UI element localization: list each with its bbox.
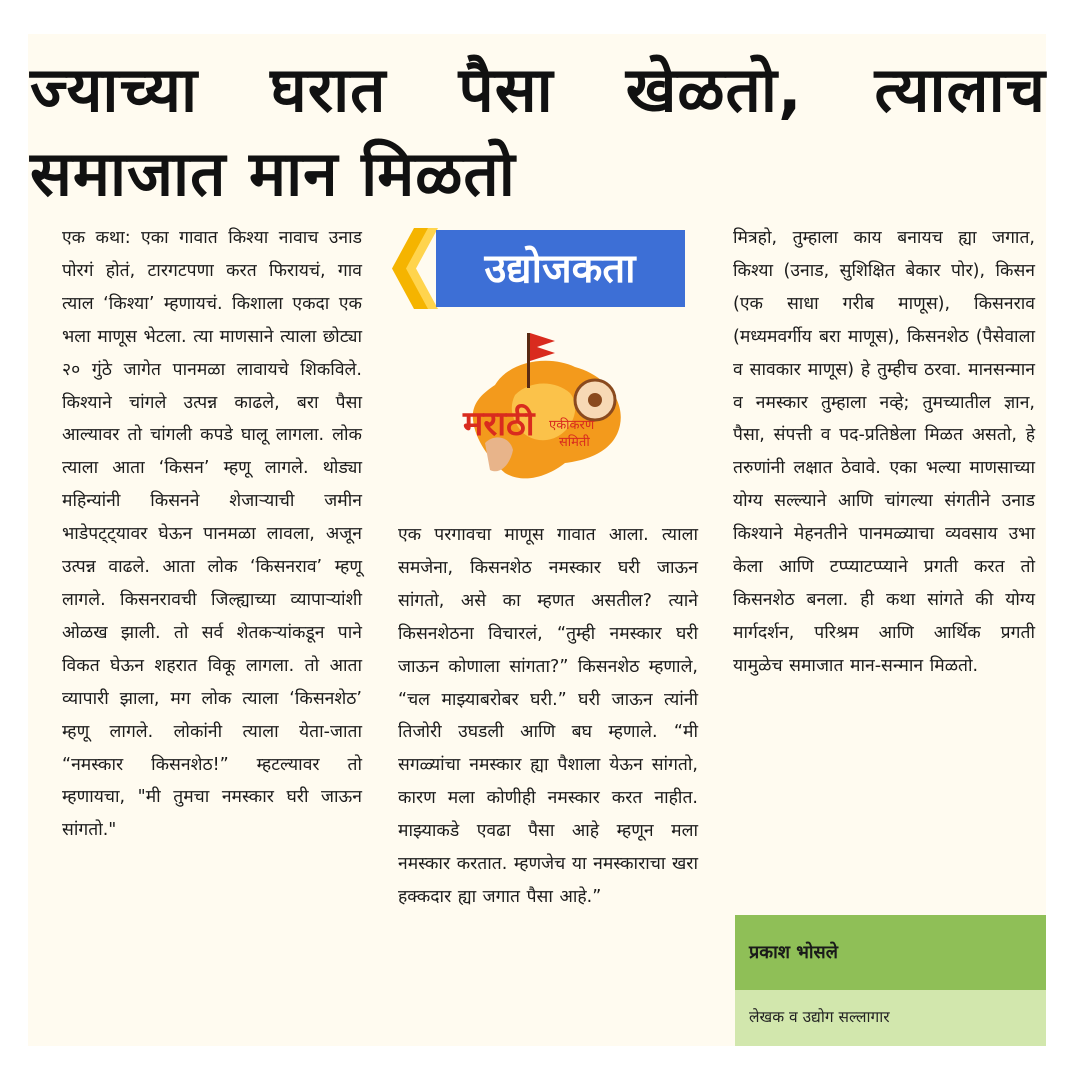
- svg-text:समिती: समिती: [559, 435, 590, 450]
- article-column-2: एक परगावचा माणूस गावात आला. त्याला समजेना, किसनशेठ नमस्कार घरी जाऊन सांगतो, असे का म्हणत असतील? त्याने किसनशेठना विचारलं, “तुम्ही नमस्कार घरी जाऊन कोणाला सांगता?” किसनशेठ म्हणाले, “चल माझ्याबरोबर घरी.” घरी जाऊन त्यांनी तिजोरी उघडली आणि बघ म्हणाले. “मी सगळ्यांचा नमस्कार ह्या पैशाला येऊन सांगतो, कारण मला कोणीही नमस्कार करत नाहीत. माझ्याकडे एवढा पैसा आहे म्हणून मला नमस्कार करतात. म्हणजेच या नमस्काराचा खरा हक्कदार ह्या जगात पैसा आहे.”: [398, 525, 698, 907]
- headline: ज्याच्या घरात पैसा खेळतो, त्यालाच समाजात मान मिळतो: [30, 53, 1046, 210]
- svg-text:एकीकरण: एकीकरण: [549, 418, 595, 433]
- article-column-1: एक कथा: एका गावात किश्या नावाच उनाड पोरगं होतं, टारगटपणा करत फिरायचं, गाव त्याल ‘किश्या’ म्हणायचं. किशाला एकदा एक भला माणूस भेटला. त्या माणसाने त्याला छोट्या २० गुंठे जागेत पानमळा लावायचे शिकविले. किश्याने चांगले उत्पन्न काढले, बरा पैसा आल्यावर तो चांगली कपडे घालू लागला. लोक त्याला आता ‘किसन’ म्हणू लागले. थोड्या महिन्यांनी किसनने शेजाऱ्याची जमीन भाडेपट्ट्यावर घेऊन पानमळा लावला, अजून उत्पन्न वाढले. आता लोक ‘किसनराव’ म्हणू लागले. किसनरावची जिल्ह्याच्या व्यापाऱ्यांशी ओळख झाली. तो सर्व शेतकऱ्यांकडून पाने विकत घेऊन शहरात विकू लागला. तो आता व्यापारी झाला, मग लोक त्याला ‘किसनशेठ’ म्हणू लागले. लोकांनी त्याला येता-जाता “नमस्कार किसनशेठ!” म्हटल्यावर तो म्हणायचा, "मी तुमचा नमस्कार घरी जाऊन सांगतो.": [62, 228, 362, 841]
- author-name: प्रकाश भोसले: [735, 915, 1046, 990]
- marathi-ekikaran-samiti-logo: [455, 325, 633, 493]
- svg-text:मराठी: मराठी: [463, 404, 535, 444]
- article-column-3: मित्रहो, तुम्हाला काय बनायच ह्या जगात, किश्या (उनाड, सुशिक्षित बेकार पोर), किसन (एक साधा गरीब माणूस), किसनराव (मध्यमवर्गीय बरा माणूस), किसनशेठ (पैसेवाला व सावकार माणूस) हे तुम्हीच ठरवा. मानसन्मान व नमस्कार तुम्हाला नव्हे; तुमच्यातील ज्ञान, पैसा, संपत्ती व पद-प्रतिष्ठेला मिळत असतो, हे तरुणांनी लक्षात ठेवावे. एका भल्या माणसाच्या योग्य सल्ल्याने आणि चांगल्या संगतीने उनाड किश्याने मेहनतीने पानमळ्याचा व्यवसाय उभा केला आणि टप्प्याटप्प्याने प्रगती करत तो किसनशेठ बनला. ही कथा सांगते की योग्य मार्गदर्शन, परिश्रम आणि आर्थिक प्रगती यामुळेच समाजात मान-सन्मान मिळतो.: [733, 228, 1035, 676]
- author-role: लेखक व उद्योग सल्लागार: [735, 990, 1046, 1046]
- author-box: [735, 915, 1046, 1046]
- section-badge-label: उद्योजकता: [484, 246, 636, 292]
